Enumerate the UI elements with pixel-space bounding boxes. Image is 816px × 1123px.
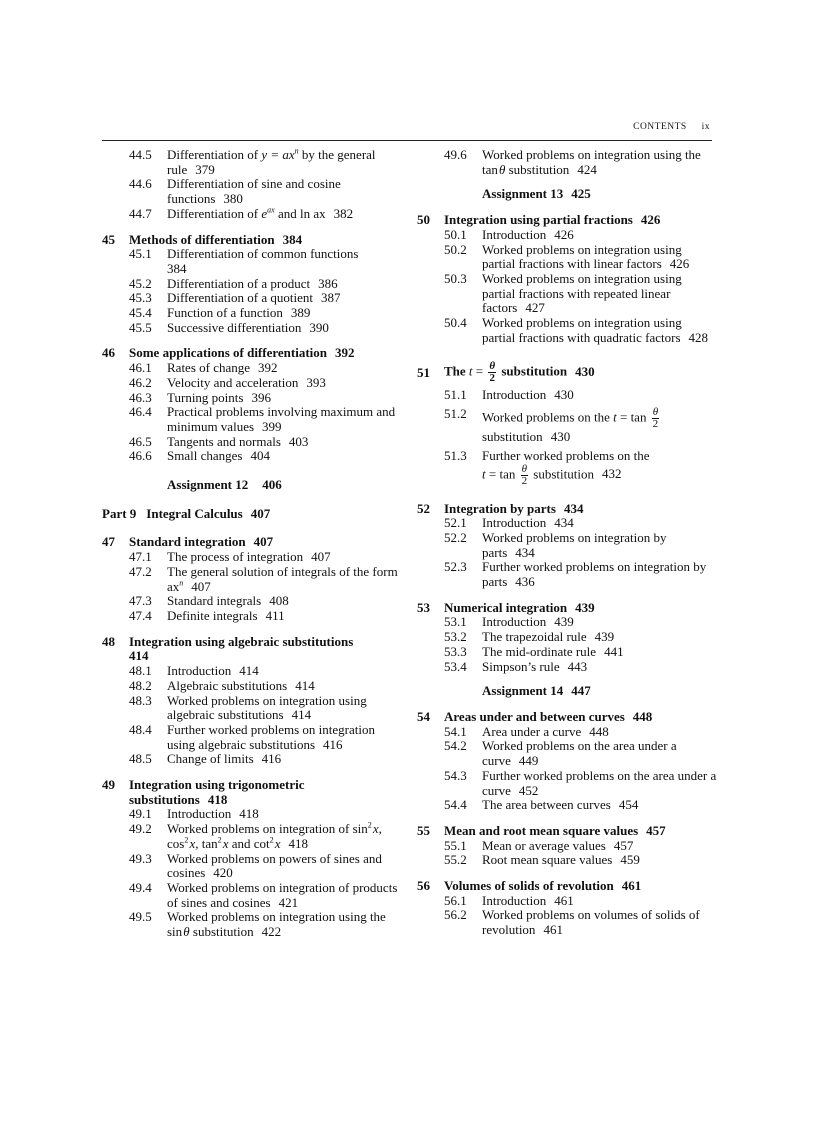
page-ref: 407 xyxy=(253,534,274,550)
section-item[interactable]: 48.5 Change of limits 416 xyxy=(129,751,282,767)
section-item[interactable]: 51.1 Introduction 430 xyxy=(444,387,574,403)
header-section: CONTENTS xyxy=(633,122,687,132)
chapter-title: The t = $\frac{\theta}{2}$ substitution 430 xyxy=(444,360,595,385)
section-item[interactable]: 45.2 Differentiation of a product 386 xyxy=(129,275,338,291)
section-item[interactable]: 56.1 Introduction 461 xyxy=(444,892,574,908)
chapter-number: 52 xyxy=(417,500,430,516)
theta-over-two-fraction: $\frac{\theta}{2}$ xyxy=(521,462,528,487)
chapter-55-sections xyxy=(417,839,717,868)
section-item[interactable]: 53.3 The mid-ordinate rule 441 xyxy=(444,643,624,659)
section-item[interactable]: 51.2 Worked problems on the t = tan $\frac{\theta}{2}$ substitution 430 xyxy=(444,406,659,445)
section-item[interactable]: 46.2 Velocity and acceleration 393 xyxy=(129,374,326,390)
chapter-49-sections xyxy=(102,807,402,939)
section-title: Differentiation of $y = ax^n$ by the general rule 379 xyxy=(167,146,376,177)
section-item[interactable]: 49.1 Introduction 418 xyxy=(129,806,259,822)
chapter-title: Integration using trigonometric substitutions 418 xyxy=(129,777,305,807)
section-title: Worked problems on integration using the tan θ substitution 424 xyxy=(482,147,701,177)
chapter-number: 47 xyxy=(102,534,115,550)
section-item[interactable]: 48.1 Introduction 414 xyxy=(129,663,259,679)
section-item[interactable]: 53.2 The trapezoidal rule 439 xyxy=(444,629,615,645)
chapter-number: 54 xyxy=(417,708,430,724)
toc-left-column xyxy=(102,148,402,940)
page-ref: 392 xyxy=(335,345,355,361)
section-title: Differentiation of sine and cosine functions 380 xyxy=(167,176,341,207)
chapter-48-sections xyxy=(102,664,402,767)
page-ref: 426 xyxy=(640,212,661,228)
chapter-50[interactable] xyxy=(417,213,717,228)
header-text xyxy=(621,122,710,132)
page-ref: 384 xyxy=(282,231,303,247)
running-header xyxy=(102,118,712,141)
page-ref: 439 xyxy=(575,599,595,615)
chapter-title: Methods of differentiation 384 xyxy=(129,231,303,247)
chapter-number: 53 xyxy=(417,599,430,615)
assignment-title: Assignment 14 xyxy=(482,683,564,699)
section-item[interactable]: 52.1 Introduction 434 xyxy=(444,515,574,531)
section-44-5[interactable] xyxy=(102,148,402,177)
section-item[interactable]: 52.3 Further worked problems on integration by parts 436 xyxy=(444,559,707,590)
chapter-number: 45 xyxy=(102,231,115,247)
theta-over-two-fraction: $\frac{\theta}{2}$ xyxy=(652,406,659,431)
part-label: Part 9 xyxy=(102,505,137,521)
chapter-title: Standard integration 407 xyxy=(129,534,274,550)
section-item[interactable]: 47.3 Standard integrals 408 xyxy=(129,593,289,609)
page-ref: 418 xyxy=(207,791,228,807)
section-44-7[interactable] xyxy=(102,207,402,222)
section-49-6[interactable] xyxy=(417,148,717,177)
section-item[interactable]: 46.1 Rates of change 392 xyxy=(129,360,278,376)
chapter-title: Integration using partial fractions 426 xyxy=(444,212,661,228)
chapter-54[interactable] xyxy=(417,710,717,725)
assignment-13[interactable] xyxy=(417,187,717,202)
section-item[interactable]: 46.5 Tangents and normals 403 xyxy=(129,433,309,449)
section-item[interactable]: 48.3 Worked problems on integration using algebraic substitutions 414 xyxy=(129,692,367,723)
chapter-45-sections xyxy=(102,247,402,335)
section-item[interactable]: 53.1 Introduction 439 xyxy=(444,614,574,630)
chapter-52[interactable] xyxy=(417,502,717,517)
assignment-title: Assignment 12 xyxy=(167,477,249,493)
chapter-47[interactable] xyxy=(102,535,402,550)
header-page-number: ix xyxy=(701,122,710,132)
chapter-number: 48 xyxy=(102,633,115,649)
section-item[interactable]: 54.4 The area between curves 454 xyxy=(444,797,639,813)
page-ref: 380 xyxy=(223,191,243,207)
page-ref: 414 xyxy=(129,648,149,664)
chapter-50-sections xyxy=(417,228,717,346)
chapter-46-sections xyxy=(102,361,402,464)
chapter-53[interactable] xyxy=(417,601,717,616)
assignment-14[interactable] xyxy=(417,684,717,699)
part-9[interactable] xyxy=(102,507,402,522)
chapter-49[interactable] xyxy=(102,778,402,807)
chapter-number: 51 xyxy=(417,364,430,380)
chapter-55[interactable] xyxy=(417,824,717,839)
chapter-54-sections xyxy=(417,725,717,813)
chapter-56[interactable] xyxy=(417,879,717,894)
chapter-56-sections xyxy=(417,894,717,938)
page-ref: 461 xyxy=(621,878,642,894)
section-item[interactable]: 47.4 Definite integrals 411 xyxy=(129,607,285,623)
section-number: 44.6 xyxy=(129,176,152,192)
section-item[interactable]: 50.3 Worked problems on integration using partial fractions with repeated linear factors 427 xyxy=(444,270,682,316)
section-item[interactable]: 49.2 Worked problems on integration of $\sin^2$ x, $\cos^2$ x, $\tan^2$ x and $\cot^2$ x 418 xyxy=(129,820,382,851)
chapter-45[interactable] xyxy=(102,233,402,248)
chapter-title: Areas under and between curves 448 xyxy=(444,708,653,724)
chapter-number: 56 xyxy=(417,878,430,894)
section-number: 49.6 xyxy=(444,147,467,162)
section-item[interactable]: 50.2 Worked problems on integration using partial fractions with linear factors 426 xyxy=(444,241,690,272)
chapter-title: Volumes of solids of revolution 461 xyxy=(444,878,642,894)
chapter-52-sections xyxy=(417,516,717,590)
page-ref: 382 xyxy=(333,205,354,221)
section-item[interactable]: 48.2 Algebraic substitutions 414 xyxy=(129,677,315,693)
section-item[interactable]: 45.3 Differentiation of a quotient 387 xyxy=(129,290,341,306)
chapter-title: Integration by parts 434 xyxy=(444,500,584,516)
chapter-48[interactable] xyxy=(102,635,402,664)
chapter-number: 50 xyxy=(417,212,430,228)
section-item[interactable]: 54.1 Area under a curve 448 xyxy=(444,723,609,739)
section-item[interactable]: 46.4 Practical problems involving maximum and minimum values 399 xyxy=(129,404,396,434)
chapter-51-sections xyxy=(417,388,717,490)
page-ref: 430 xyxy=(575,363,595,379)
chapter-number: 49 xyxy=(102,777,115,793)
page-ref: 425 xyxy=(571,186,591,202)
page-ref: 434 xyxy=(563,500,584,516)
page-ref: 448 xyxy=(632,708,653,724)
chapter-title: Some applications of differentiation 392 xyxy=(129,345,355,361)
assignment-12[interactable] xyxy=(102,478,402,493)
section-item[interactable]: 53.4 Simpson’s rule 443 xyxy=(444,658,588,674)
page-ref: 447 xyxy=(571,683,591,699)
section-item[interactable]: 56.2 Worked problems on volumes of solids of revolution 461 xyxy=(444,907,700,938)
section-item[interactable]: 46.6 Small changes 404 xyxy=(129,448,270,464)
chapter-number: 55 xyxy=(417,822,430,838)
section-item[interactable]: 51.3 Further worked problems on the t = tan $\frac{\theta}{2}$ substitution 432 xyxy=(444,447,650,487)
part-title: Integral Calculus 407 xyxy=(146,505,271,521)
section-title: Differentiation of $e^{ax}$ and ln ax 382 xyxy=(167,205,354,221)
page-ref: 406 xyxy=(262,477,282,493)
theta-over-two-fraction: $\frac{\theta}{2}$ xyxy=(489,360,496,385)
chapter-53-sections xyxy=(417,615,717,674)
section-item[interactable]: 47.1 The process of integration 407 xyxy=(129,549,331,565)
chapter-title: Numerical integration 439 xyxy=(444,599,595,615)
section-item[interactable]: 49.5 Worked problems on integration using the sin θ substitution 422 xyxy=(129,909,386,940)
section-number: 44.5 xyxy=(129,147,152,162)
page-ref: 379 xyxy=(195,161,215,177)
page-ref: 424 xyxy=(577,161,597,177)
page-ref: 457 xyxy=(646,822,666,838)
section-item[interactable]: 45.1 Differentiation of common functions 384 xyxy=(129,246,359,276)
section-item[interactable]: 48.4 Further worked problems on integration using algebraic substitutions 416 xyxy=(129,721,375,752)
section-number: 44.7 xyxy=(129,205,152,221)
section-item[interactable]: 47.2 The general solution of integrals of the form $ax^n$ 407 xyxy=(129,563,398,594)
toc-right-column xyxy=(417,148,717,938)
page-ref: 407 xyxy=(250,505,271,521)
chapter-47-sections xyxy=(102,550,402,624)
section-item[interactable]: 50.4 Worked problems on integration using partial fractions with quadratic factors 428 xyxy=(444,315,709,345)
section-44-6[interactable] xyxy=(102,177,402,206)
chapter-51[interactable] xyxy=(417,357,717,388)
section-item[interactable]: 45.4 Function of a function 389 xyxy=(129,305,311,321)
chapter-number: 46 xyxy=(102,345,115,361)
chapter-46[interactable] xyxy=(102,346,402,361)
section-item[interactable]: 46.3 Turning points 396 xyxy=(129,389,271,405)
section-item[interactable]: 49.4 Worked problems on integration of products of sines and cosines 421 xyxy=(129,879,398,910)
chapter-title: Mean and root mean square values 457 xyxy=(444,822,666,838)
chapter-title: Integration using algebraic substitutions 414 xyxy=(129,635,402,664)
section-item[interactable]: 54.2 Worked problems on the area under a curve 449 xyxy=(444,738,677,769)
section-item[interactable]: 52.2 Worked problems on integration by parts 434 xyxy=(444,529,667,560)
section-item[interactable]: 55.2 Root mean square values 459 xyxy=(444,852,640,868)
section-item[interactable]: 49.3 Worked problems on powers of sines and cosines 420 xyxy=(129,850,382,881)
section-item[interactable]: 55.1 Mean or average values 457 xyxy=(444,837,634,853)
section-item[interactable]: 54.3 Further worked problems on the area under a curve 452 xyxy=(444,767,717,798)
assignment-title: Assignment 13 xyxy=(482,186,564,202)
section-item[interactable]: 50.1 Introduction 426 xyxy=(444,226,574,242)
section-item[interactable]: 45.5 Successive differentiation 390 xyxy=(129,319,329,335)
